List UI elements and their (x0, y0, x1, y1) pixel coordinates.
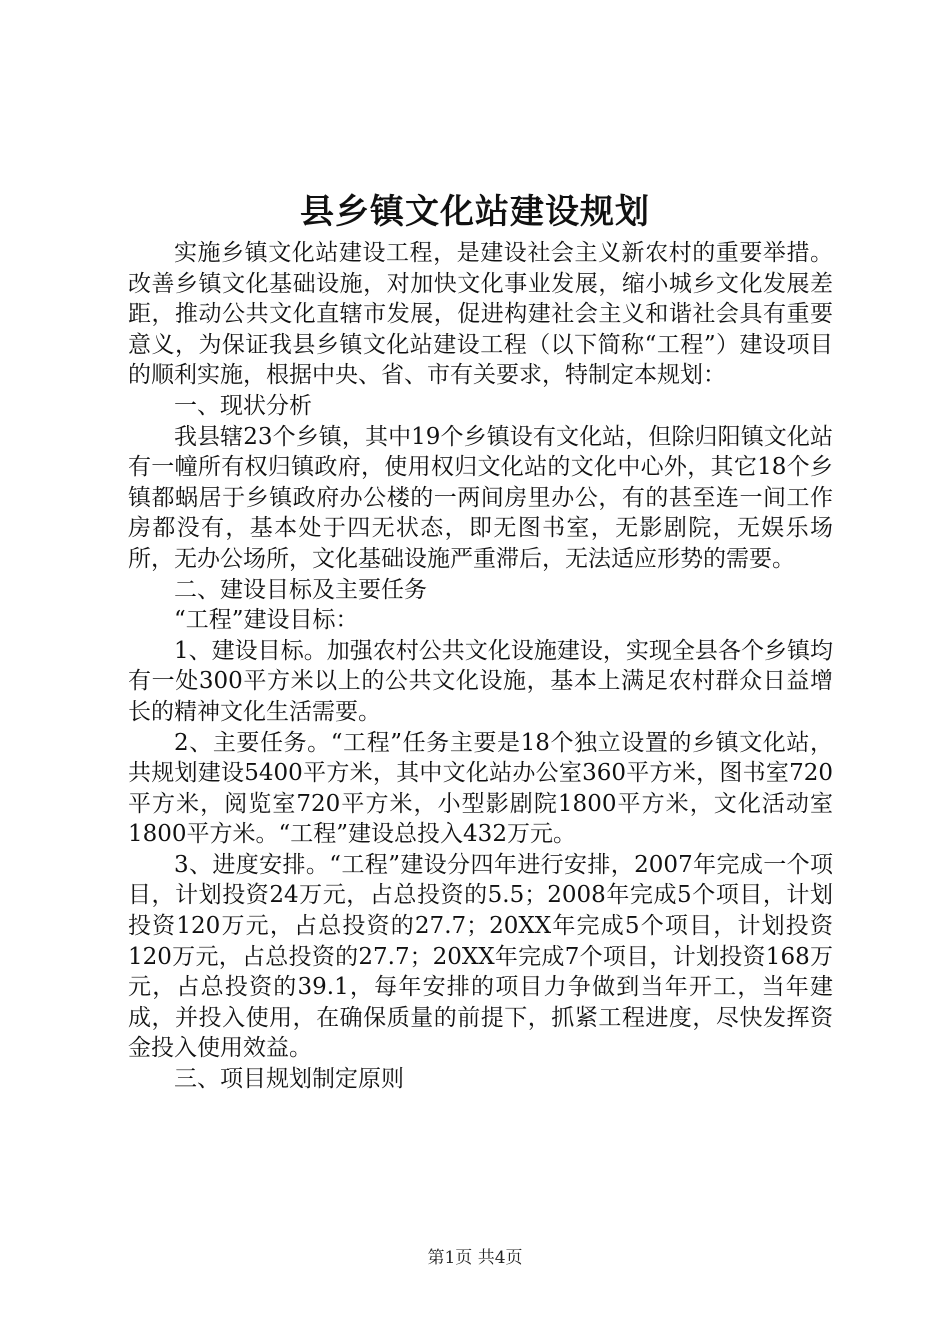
document-body (128, 238, 833, 1095)
paragraph-status: 我县辖23个乡镇，其中19个乡镇设有文化站，但除归阳镇文化站有一幢所有权归镇政府，使用权归文化站的文化中心外，其它18个乡镇都蜗居于乡镇政府办公楼的一两间房里办公，有的甚至连一间工作房都没有，基本处于四无状态，即无图书室，无影剧院，无娱乐场所，无办公场所，文化基础设施严重滞后，无法适应形势的需要。 (128, 423, 833, 572)
page-number: 第1页 共4页 (427, 1248, 523, 1268)
paragraph-goal-2: 2、主要任务。“工程”任务主要是18个独立设置的乡镇文化站，共规划建设5400平方米，其中文化站办公室360平方米，图书室720平方米，阅览室720平方米，小型影剧院1800平方米，文化活动室1800平方米。“工程”建设总投入432万元。 (128, 729, 833, 848)
paragraph-intro: 实施乡镇文化站建设工程，是建设社会主义新农村的重要举措。改善乡镇文化基础设施，对加快文化事业发展，缩小城乡文化发展差距，推动公共文化直辖市发展，促进构建社会主义和谐社会具有重要意义，为保证我县乡镇文化站建设工程（以下简称“工程”）建设项目的顺利实施，根据中央、省、市有关要求，特制定本规划： (128, 240, 833, 389)
subheading-goals: “工程”建设目标： (174, 607, 359, 634)
section-heading-goals: 二、建设目标及主要任务 (174, 576, 427, 603)
paragraph-goal-3: 3、进度安排。“工程”建设分四年进行安排，2007年完成一个项目，计划投资24万元，占总投资的5.5；2008年完成5个项目，计划投资120万元，占总投资的27.7；20XX年完成5个项目，计划投资120万元，占总投资的27.7；20XX年完成7个项目，计划投资168万元，占总投资的39.1，每年安排的项目力争做到当年开工，当年建成，并投入使用，在确保质量的前提下，抓紧工程进度，尽快发挥资金投入使用效益。 (128, 851, 833, 1062)
paragraph-goal-1: 1、建设目标。加强农村公共文化设施建设，实现全县各个乡镇均有一处300平方米以上的公共文化设施，基本上满足农村群众日益增长的精神文化生活需要。 (128, 637, 833, 725)
document-title: 县乡镇文化站建设规划 (300, 192, 650, 232)
section-heading-status: 一、现状分析 (174, 392, 312, 419)
section-heading-principles: 三、项目规划制定原则 (174, 1066, 404, 1093)
